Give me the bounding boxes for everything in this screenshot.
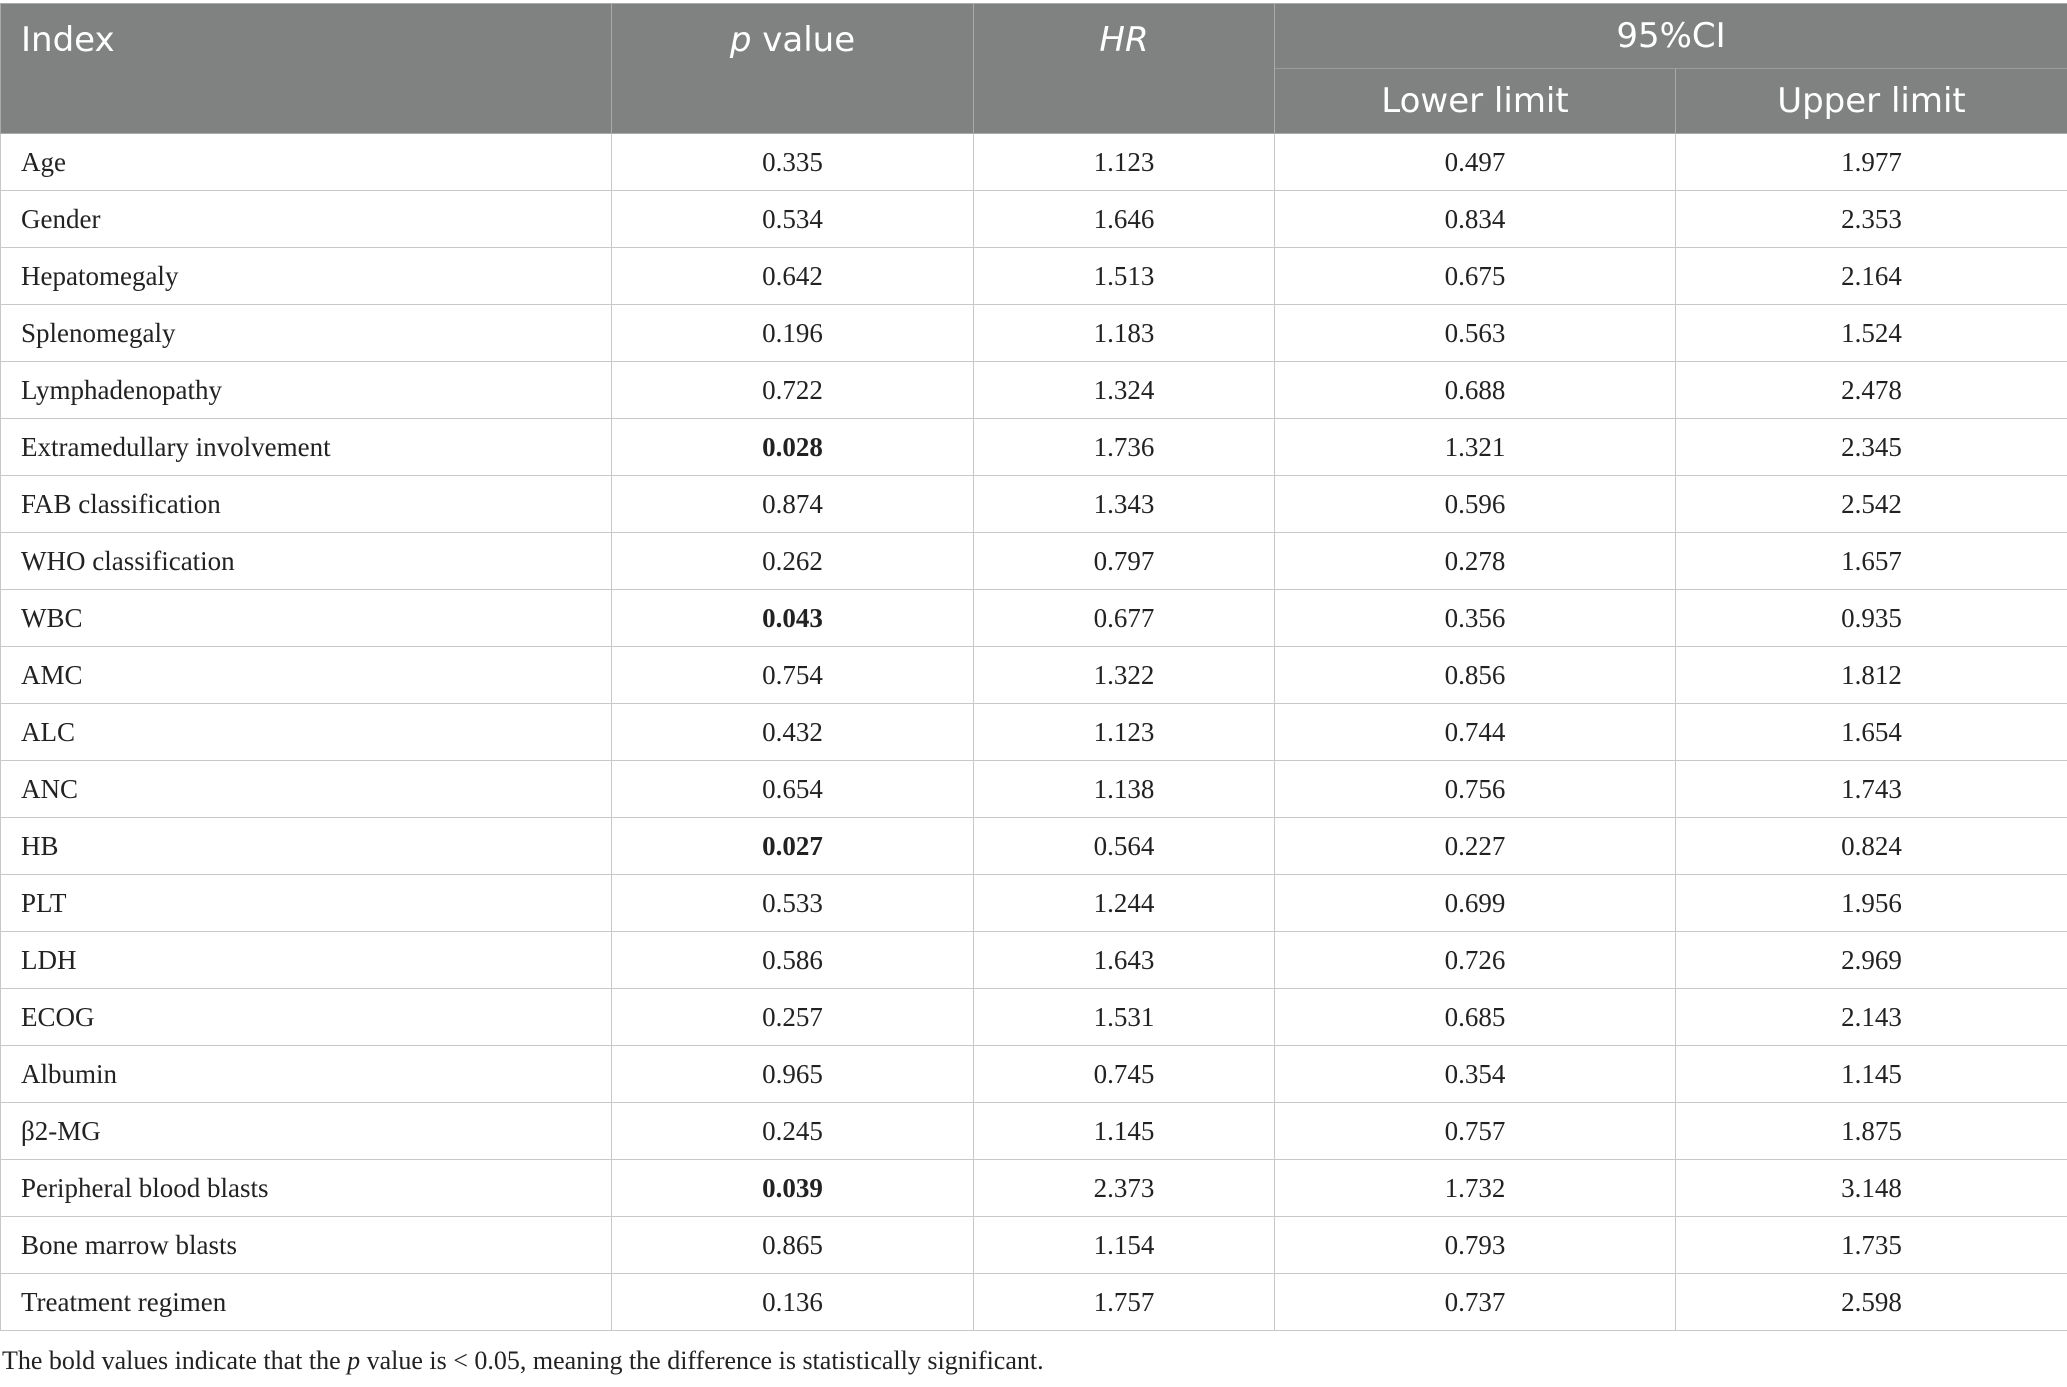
row-lower-limit-cell: 0.856	[1275, 647, 1676, 704]
row-p-value-cell: 0.865	[612, 1217, 974, 1274]
row-upper-limit-cell: 1.956	[1676, 875, 2067, 932]
cox-regression-table	[0, 3, 2067, 1331]
row-upper-limit-cell: 0.935	[1676, 590, 2067, 647]
row-upper-limit-cell: 1.524	[1676, 305, 2067, 362]
row-p-value-cell: 0.534	[612, 191, 974, 248]
row-p-value-cell: 0.136	[612, 1274, 974, 1331]
row-hr-cell: 1.145	[974, 1103, 1275, 1160]
table-row	[1, 476, 2067, 533]
row-name-cell: ECOG	[1, 989, 612, 1046]
header-p-rest: value	[751, 20, 856, 60]
row-name-cell: Splenomegaly	[1, 305, 612, 362]
table-row	[1, 362, 2067, 419]
table-row	[1, 989, 2067, 1046]
row-upper-limit-cell: 1.735	[1676, 1217, 2067, 1274]
row-hr-cell: 0.564	[974, 818, 1275, 875]
table-row	[1, 704, 2067, 761]
table-header	[1, 4, 2067, 134]
row-name-cell: AMC	[1, 647, 612, 704]
row-p-value-cell: 0.654	[612, 761, 974, 818]
row-p-value-cell: 0.257	[612, 989, 974, 1046]
row-upper-limit-cell: 1.977	[1676, 134, 2067, 191]
row-name-cell: WHO classification	[1, 533, 612, 590]
row-p-value-cell: 0.432	[612, 704, 974, 761]
row-name-cell: Bone marrow blasts	[1, 1217, 612, 1274]
row-name-cell: LDH	[1, 932, 612, 989]
row-lower-limit-cell: 0.596	[1275, 476, 1676, 533]
row-lower-limit-cell: 0.834	[1275, 191, 1676, 248]
table-row	[1, 305, 2067, 362]
row-lower-limit-cell: 0.688	[1275, 362, 1676, 419]
row-hr-cell: 1.646	[974, 191, 1275, 248]
row-hr-cell: 1.324	[974, 362, 1275, 419]
table-row	[1, 1274, 2067, 1331]
row-name-cell: ALC	[1, 704, 612, 761]
row-lower-limit-cell: 0.757	[1275, 1103, 1676, 1160]
row-name-cell: Hepatomegaly	[1, 248, 612, 305]
row-upper-limit-cell: 1.875	[1676, 1103, 2067, 1160]
row-lower-limit-cell: 1.732	[1275, 1160, 1676, 1217]
row-p-value-cell: 0.196	[612, 305, 974, 362]
row-p-value-cell: 0.874	[612, 476, 974, 533]
table-row	[1, 761, 2067, 818]
results-table-container	[0, 3, 2067, 1331]
row-upper-limit-cell: 0.824	[1676, 818, 2067, 875]
row-lower-limit-cell: 1.321	[1275, 419, 1676, 476]
table-row	[1, 248, 2067, 305]
row-p-value-cell: 0.335	[612, 134, 974, 191]
footnote-after: value is < 0.05, meaning the difference is statistically significant.	[360, 1346, 1044, 1375]
row-hr-cell: 1.531	[974, 989, 1275, 1046]
row-p-value-cell: 0.533	[612, 875, 974, 932]
header-95ci: 95%CI	[1275, 4, 2067, 69]
row-p-value-cell: 0.642	[612, 248, 974, 305]
row-p-value-cell: 0.754	[612, 647, 974, 704]
row-name-cell: Gender	[1, 191, 612, 248]
row-upper-limit-cell: 1.145	[1676, 1046, 2067, 1103]
row-p-value-cell: 0.028	[612, 419, 974, 476]
row-lower-limit-cell: 0.563	[1275, 305, 1676, 362]
table-row	[1, 875, 2067, 932]
row-upper-limit-cell: 2.164	[1676, 248, 2067, 305]
row-hr-cell: 1.138	[974, 761, 1275, 818]
table-row	[1, 419, 2067, 476]
header-upper-limit: Upper limit	[1676, 69, 2067, 134]
row-lower-limit-cell: 0.675	[1275, 248, 1676, 305]
row-hr-cell: 1.643	[974, 932, 1275, 989]
row-hr-cell: 1.244	[974, 875, 1275, 932]
row-hr-cell: 1.183	[974, 305, 1275, 362]
row-hr-cell: 1.123	[974, 134, 1275, 191]
row-name-cell: Peripheral blood blasts	[1, 1160, 612, 1217]
row-name-cell: FAB classification	[1, 476, 612, 533]
row-lower-limit-cell: 0.699	[1275, 875, 1676, 932]
row-lower-limit-cell: 0.356	[1275, 590, 1676, 647]
row-upper-limit-cell: 1.654	[1676, 704, 2067, 761]
header-p-italic: p	[729, 20, 752, 60]
table-row	[1, 1046, 2067, 1103]
row-name-cell: Lymphadenopathy	[1, 362, 612, 419]
row-upper-limit-cell: 2.353	[1676, 191, 2067, 248]
row-hr-cell: 1.123	[974, 704, 1275, 761]
row-p-value-cell: 0.722	[612, 362, 974, 419]
table-footnote	[2, 1346, 1044, 1376]
row-name-cell: Extramedullary involvement	[1, 419, 612, 476]
row-hr-cell: 1.736	[974, 419, 1275, 476]
row-lower-limit-cell: 0.685	[1275, 989, 1676, 1046]
footnote-before: The bold values indicate that the	[2, 1346, 348, 1375]
row-lower-limit-cell: 0.793	[1275, 1217, 1676, 1274]
row-p-value-cell: 0.039	[612, 1160, 974, 1217]
table-row	[1, 1160, 2067, 1217]
row-upper-limit-cell: 2.598	[1676, 1274, 2067, 1331]
row-hr-cell: 2.373	[974, 1160, 1275, 1217]
table-row	[1, 590, 2067, 647]
row-lower-limit-cell: 0.756	[1275, 761, 1676, 818]
row-name-cell: Age	[1, 134, 612, 191]
row-hr-cell: 0.797	[974, 533, 1275, 590]
row-upper-limit-cell: 2.143	[1676, 989, 2067, 1046]
row-p-value-cell: 0.043	[612, 590, 974, 647]
row-hr-cell: 1.513	[974, 248, 1275, 305]
row-lower-limit-cell: 0.278	[1275, 533, 1676, 590]
row-name-cell: β2-MG	[1, 1103, 612, 1160]
table-row	[1, 134, 2067, 191]
table-row	[1, 1103, 2067, 1160]
row-hr-cell: 0.677	[974, 590, 1275, 647]
row-lower-limit-cell: 0.744	[1275, 704, 1676, 761]
row-name-cell: ANC	[1, 761, 612, 818]
row-p-value-cell: 0.586	[612, 932, 974, 989]
row-upper-limit-cell: 1.657	[1676, 533, 2067, 590]
row-lower-limit-cell: 0.497	[1275, 134, 1676, 191]
table-row	[1, 818, 2067, 875]
row-name-cell: HB	[1, 818, 612, 875]
row-upper-limit-cell: 1.812	[1676, 647, 2067, 704]
table-row	[1, 647, 2067, 704]
row-lower-limit-cell: 0.726	[1275, 932, 1676, 989]
row-lower-limit-cell: 0.354	[1275, 1046, 1676, 1103]
table-row	[1, 533, 2067, 590]
row-hr-cell: 1.322	[974, 647, 1275, 704]
row-upper-limit-cell: 1.743	[1676, 761, 2067, 818]
table-row	[1, 1217, 2067, 1274]
row-upper-limit-cell: 2.542	[1676, 476, 2067, 533]
row-hr-cell: 1.757	[974, 1274, 1275, 1331]
row-name-cell: PLT	[1, 875, 612, 932]
table-row	[1, 191, 2067, 248]
row-p-value-cell: 0.965	[612, 1046, 974, 1103]
header-p-value	[612, 4, 974, 134]
row-lower-limit-cell: 0.737	[1275, 1274, 1676, 1331]
row-hr-cell: 1.343	[974, 476, 1275, 533]
row-name-cell: Treatment regimen	[1, 1274, 612, 1331]
row-p-value-cell: 0.262	[612, 533, 974, 590]
row-upper-limit-cell: 2.478	[1676, 362, 2067, 419]
header-hr: HR	[974, 4, 1275, 134]
row-hr-cell: 0.745	[974, 1046, 1275, 1103]
table-body	[1, 134, 2067, 1331]
row-lower-limit-cell: 0.227	[1275, 818, 1676, 875]
row-upper-limit-cell: 2.969	[1676, 932, 2067, 989]
row-p-value-cell: 0.245	[612, 1103, 974, 1160]
row-name-cell: WBC	[1, 590, 612, 647]
header-index: Index	[1, 4, 612, 134]
footnote-italic-p: p	[347, 1346, 361, 1375]
row-upper-limit-cell: 2.345	[1676, 419, 2067, 476]
row-hr-cell: 1.154	[974, 1217, 1275, 1274]
table-row	[1, 932, 2067, 989]
row-upper-limit-cell: 3.148	[1676, 1160, 2067, 1217]
row-p-value-cell: 0.027	[612, 818, 974, 875]
header-lower-limit: Lower limit	[1275, 69, 1676, 134]
row-name-cell: Albumin	[1, 1046, 612, 1103]
